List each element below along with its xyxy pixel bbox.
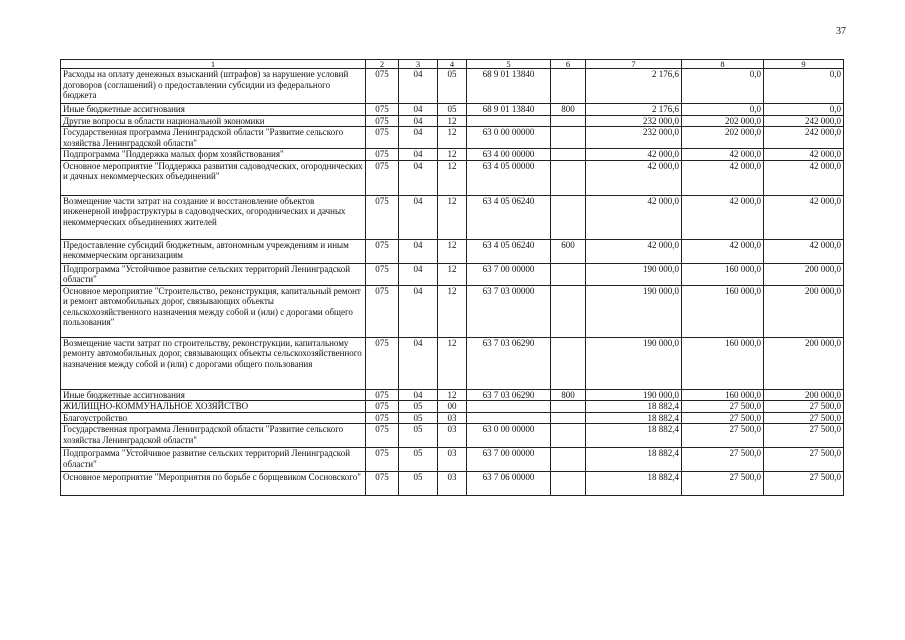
col-9-cell: 27 500,0: [764, 401, 844, 413]
col-9-cell: 27 500,0: [764, 412, 844, 424]
col-9-cell: 242 000,0: [764, 115, 844, 127]
col-9-cell: 27 500,0: [764, 448, 844, 472]
col-4-cell: 12: [438, 160, 467, 195]
col-3-cell: 04: [399, 115, 438, 127]
col-3-cell: 04: [399, 337, 438, 389]
col-5-cell: 63 7 00 00000: [467, 263, 551, 285]
col-5-cell: 63 4 05 00000: [467, 160, 551, 195]
col-9-cell: 200 000,0: [764, 337, 844, 389]
col-5-cell: [467, 115, 551, 127]
table-row: [61, 412, 844, 424]
col-7-cell: 190 000,0: [586, 263, 682, 285]
col-5-cell: 68 9 01 13840: [467, 69, 551, 104]
col-6-cell: [551, 424, 586, 448]
col-3-cell: 05: [399, 448, 438, 472]
column-header: 7: [586, 60, 682, 69]
col-7-cell: 232 000,0: [586, 115, 682, 127]
col-2-cell: 075: [366, 160, 399, 195]
col-7-cell: 42 000,0: [586, 239, 682, 263]
col-3-cell: 04: [399, 69, 438, 104]
col-3-cell: 05: [399, 424, 438, 448]
col-4-cell: 00: [438, 401, 467, 413]
col-2-cell: 075: [366, 127, 399, 149]
col-4-cell: 12: [438, 195, 467, 239]
col-5-cell: 63 0 00 00000: [467, 424, 551, 448]
col-4-cell: 12: [438, 337, 467, 389]
col-6-cell: 600: [551, 239, 586, 263]
col-4-cell: 12: [438, 115, 467, 127]
col-3-cell: 04: [399, 285, 438, 337]
col-5-cell: 68 9 01 13840: [467, 104, 551, 116]
col-8-cell: 0,0: [682, 104, 764, 116]
col-8-cell: 42 000,0: [682, 239, 764, 263]
table-row: [61, 104, 844, 116]
table-row: [61, 472, 844, 496]
col-6-cell: [551, 472, 586, 496]
col-7-cell: 190 000,0: [586, 389, 682, 401]
col-9-cell: 27 500,0: [764, 424, 844, 448]
col-9-cell: 200 000,0: [764, 263, 844, 285]
row-name-cell: Иные бюджетные ассигнования: [61, 104, 366, 116]
col-2-cell: 075: [366, 149, 399, 161]
col-4-cell: 05: [438, 69, 467, 104]
col-9-cell: 242 000,0: [764, 127, 844, 149]
col-5-cell: 63 4 05 06240: [467, 239, 551, 263]
table-row: [61, 401, 844, 413]
col-2-cell: 075: [366, 389, 399, 401]
row-name-cell: Подпрограмма "Поддержка малых форм хозяйствования": [61, 149, 366, 161]
col-6-cell: 800: [551, 389, 586, 401]
col-3-cell: 04: [399, 149, 438, 161]
col-7-cell: 18 882,4: [586, 472, 682, 496]
col-4-cell: 03: [438, 472, 467, 496]
column-header: 5: [467, 60, 551, 69]
col-8-cell: 27 500,0: [682, 448, 764, 472]
col-6-cell: [551, 337, 586, 389]
col-8-cell: 160 000,0: [682, 285, 764, 337]
col-6-cell: 800: [551, 104, 586, 116]
col-4-cell: 12: [438, 239, 467, 263]
col-9-cell: 0,0: [764, 69, 844, 104]
col-2-cell: 075: [366, 239, 399, 263]
col-7-cell: 18 882,4: [586, 401, 682, 413]
col-9-cell: 42 000,0: [764, 160, 844, 195]
col-9-cell: 200 000,0: [764, 389, 844, 401]
col-8-cell: 27 500,0: [682, 412, 764, 424]
col-3-cell: 05: [399, 412, 438, 424]
column-header: 1: [61, 60, 366, 69]
col-7-cell: 190 000,0: [586, 285, 682, 337]
column-header: 2: [366, 60, 399, 69]
col-8-cell: 0,0: [682, 69, 764, 104]
col-4-cell: 12: [438, 263, 467, 285]
col-4-cell: 12: [438, 127, 467, 149]
col-9-cell: 42 000,0: [764, 195, 844, 239]
col-5-cell: 63 7 03 06290: [467, 337, 551, 389]
col-6-cell: [551, 285, 586, 337]
col-6-cell: [551, 195, 586, 239]
row-name-cell: Государственная программа Ленинградской области "Развитие сельского хозяйства Ленинградской области": [61, 424, 366, 448]
column-header: 3: [399, 60, 438, 69]
col-7-cell: 2 176,6: [586, 69, 682, 104]
col-5-cell: 63 7 03 06290: [467, 389, 551, 401]
col-2-cell: 075: [366, 472, 399, 496]
col-2-cell: 075: [366, 115, 399, 127]
col-8-cell: 42 000,0: [682, 160, 764, 195]
col-7-cell: 18 882,4: [586, 424, 682, 448]
budget-table: [60, 59, 844, 496]
col-2-cell: 075: [366, 69, 399, 104]
table-row: [61, 263, 844, 285]
col-2-cell: 075: [366, 104, 399, 116]
col-5-cell: 63 7 00 00000: [467, 448, 551, 472]
col-8-cell: 42 000,0: [682, 195, 764, 239]
table-row: [61, 195, 844, 239]
col-5-cell: [467, 401, 551, 413]
col-5-cell: 63 4 05 06240: [467, 195, 551, 239]
row-name-cell: Возмещение части затрат на создание и восстановление объектов инженерной инфраструктуры в садоводческих, огороднических и дачных некоммерческих объединениях жителей: [61, 195, 366, 239]
col-3-cell: 04: [399, 195, 438, 239]
col-2-cell: 075: [366, 424, 399, 448]
row-name-cell: Основное мероприятие "Поддержка развития садоводческих, огороднических и дачных некоммерческих объединений": [61, 160, 366, 195]
table-row: [61, 160, 844, 195]
col-6-cell: [551, 69, 586, 104]
col-2-cell: 075: [366, 337, 399, 389]
col-8-cell: 202 000,0: [682, 127, 764, 149]
col-6-cell: [551, 127, 586, 149]
col-3-cell: 04: [399, 389, 438, 401]
row-name-cell: ЖИЛИЩНО-КОММУНАЛЬНОЕ ХОЗЯЙСТВО: [61, 401, 366, 413]
col-3-cell: 04: [399, 104, 438, 116]
col-8-cell: 27 500,0: [682, 401, 764, 413]
row-name-cell: Другие вопросы в области национальной экономики: [61, 115, 366, 127]
col-6-cell: [551, 401, 586, 413]
row-name-cell: Основное мероприятие "Строительство, реконструкция, капитальный ремонт и ремонт автомобильных дорог, связывающих объекты сельскохозяйственного назначения между собой и (или) с дорогами общего пользования": [61, 285, 366, 337]
table-row: [61, 424, 844, 448]
col-8-cell: 27 500,0: [682, 472, 764, 496]
table-row: [61, 285, 844, 337]
page-number: 37: [836, 26, 846, 37]
col-4-cell: 03: [438, 448, 467, 472]
row-name-cell: Подпрограмма "Устойчивое развитие сельских территорий Ленинградской области": [61, 263, 366, 285]
table-row: [61, 127, 844, 149]
col-6-cell: [551, 115, 586, 127]
col-4-cell: 12: [438, 285, 467, 337]
col-3-cell: 05: [399, 472, 438, 496]
col-6-cell: [551, 412, 586, 424]
col-4-cell: 05: [438, 104, 467, 116]
row-name-cell: Возмещение части затрат по строительству, реконструкции, капитальному ремонту автомобильных дорог, связывающих объекты сельскохозяйственного назначения между собой и (или) с дорогами общего пользования: [61, 337, 366, 389]
table-row: [61, 149, 844, 161]
col-8-cell: 42 000,0: [682, 149, 764, 161]
column-header: 9: [764, 60, 844, 69]
row-name-cell: Расходы на оплату денежных взысканий (штрафов) за нарушение условий договоров (соглашений) о предоставлении субсидии из федерального бюджета: [61, 69, 366, 104]
col-3-cell: 04: [399, 263, 438, 285]
table-row: [61, 389, 844, 401]
col-6-cell: [551, 448, 586, 472]
col-4-cell: 12: [438, 149, 467, 161]
col-9-cell: 42 000,0: [764, 149, 844, 161]
col-9-cell: 200 000,0: [764, 285, 844, 337]
table-row: [61, 239, 844, 263]
row-name-cell: Государственная программа Ленинградской области "Развитие сельского хозяйства Ленинградской области": [61, 127, 366, 149]
col-5-cell: 63 7 03 00000: [467, 285, 551, 337]
column-header: 8: [682, 60, 764, 69]
row-name-cell: Иные бюджетные ассигнования: [61, 389, 366, 401]
col-9-cell: 27 500,0: [764, 472, 844, 496]
table-row: [61, 69, 844, 104]
col-4-cell: 03: [438, 412, 467, 424]
col-7-cell: 2 176,6: [586, 104, 682, 116]
row-name-cell: Основное мероприятие "Мероприятия по борьбе с борщевиком Сосновского": [61, 472, 366, 496]
col-9-cell: 0,0: [764, 104, 844, 116]
col-5-cell: 63 0 00 00000: [467, 127, 551, 149]
col-7-cell: 232 000,0: [586, 127, 682, 149]
col-5-cell: [467, 412, 551, 424]
col-5-cell: 63 4 00 00000: [467, 149, 551, 161]
row-name-cell: Подпрограмма "Устойчивое развитие сельских территорий Ленинградской области": [61, 448, 366, 472]
col-2-cell: 075: [366, 263, 399, 285]
table-row: [61, 337, 844, 389]
col-2-cell: 075: [366, 412, 399, 424]
col-5-cell: 63 7 06 00000: [467, 472, 551, 496]
header-row: [61, 60, 844, 69]
row-name-cell: Предоставление субсидий бюджетным, автономным учреждениям и иным некоммерческим организациям: [61, 239, 366, 263]
column-header: 6: [551, 60, 586, 69]
row-name-cell: Благоустройство: [61, 412, 366, 424]
col-6-cell: [551, 263, 586, 285]
col-8-cell: 27 500,0: [682, 424, 764, 448]
col-9-cell: 42 000,0: [764, 239, 844, 263]
col-4-cell: 12: [438, 389, 467, 401]
col-7-cell: 42 000,0: [586, 160, 682, 195]
col-3-cell: 04: [399, 127, 438, 149]
col-3-cell: 04: [399, 160, 438, 195]
col-8-cell: 160 000,0: [682, 263, 764, 285]
col-6-cell: [551, 149, 586, 161]
col-2-cell: 075: [366, 195, 399, 239]
col-4-cell: 03: [438, 424, 467, 448]
col-6-cell: [551, 160, 586, 195]
col-2-cell: 075: [366, 448, 399, 472]
col-8-cell: 202 000,0: [682, 115, 764, 127]
table-row: [61, 115, 844, 127]
col-8-cell: 160 000,0: [682, 337, 764, 389]
col-7-cell: 190 000,0: [586, 337, 682, 389]
col-3-cell: 04: [399, 239, 438, 263]
col-3-cell: 05: [399, 401, 438, 413]
col-2-cell: 075: [366, 401, 399, 413]
col-2-cell: 075: [366, 285, 399, 337]
col-7-cell: 42 000,0: [586, 195, 682, 239]
table-row: [61, 448, 844, 472]
col-7-cell: 18 882,4: [586, 412, 682, 424]
column-header: 4: [438, 60, 467, 69]
col-7-cell: 42 000,0: [586, 149, 682, 161]
col-7-cell: 18 882,4: [586, 448, 682, 472]
col-8-cell: 160 000,0: [682, 389, 764, 401]
